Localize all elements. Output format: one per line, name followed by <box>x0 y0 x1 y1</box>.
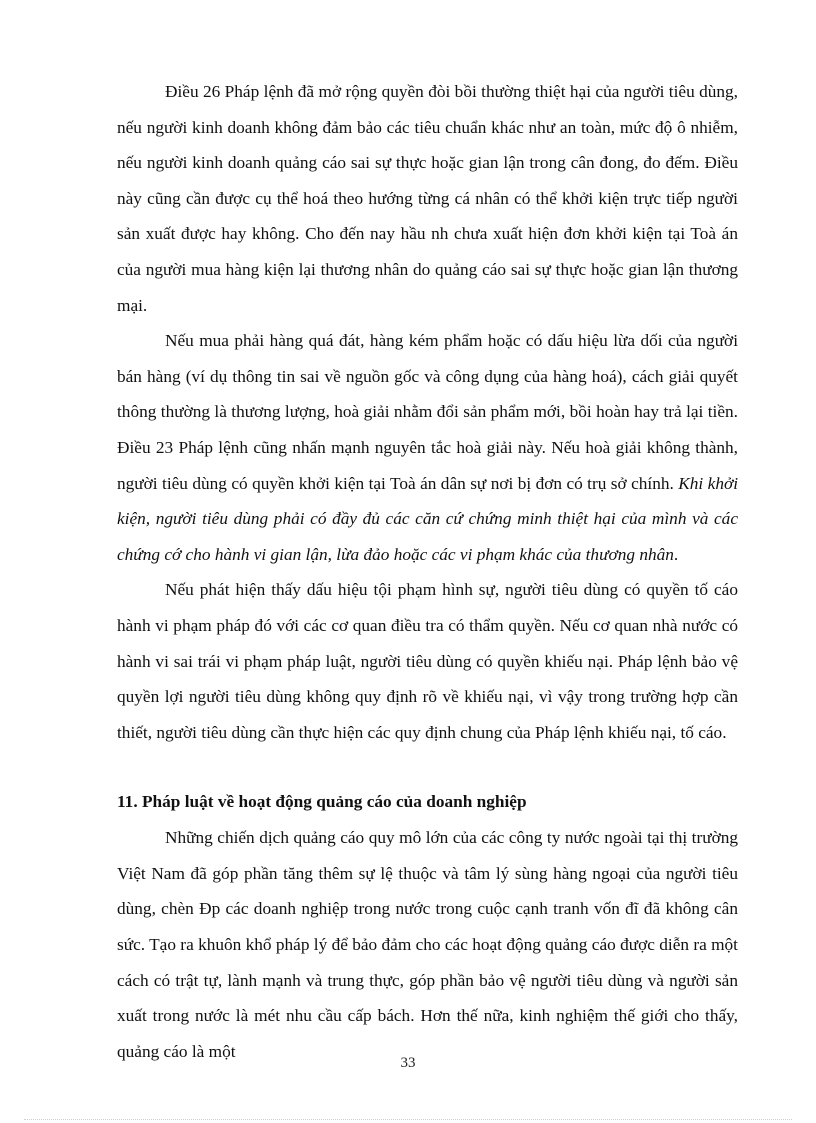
paragraph-advertising: Những chiến dịch quảng cáo quy mô lớn của các công ty nước ngoài tại thị trường Việt Nam đã góp phần tăng thêm sự lệ thuộc và tâm lý sùng hàng ngoại của người tiêu dùng, chèn Đp các doanh nghiệp trong nước trong cuộc cạnh tranh vốn đĩ đã không cân sức. Tạo ra khuôn khổ pháp lý để bảo đảm cho các hoạt động quảng cáo được diễn ra một cách có trật tự, lành mạnh và trung thực, góp phần bảo vệ người tiêu dùng và người sản xuất trong nước là mét nhu cầu cấp bách. Hơn thế nữa, kinh nghiệm thế giới cho thấy, quảng cáo là một <box>117 828 738 1061</box>
paragraph-criminal-complaint: Nếu phát hiện thấy dấu hiệu tội phạm hình sự, người tiêu dùng có quyền tố cáo hành vi phạm pháp đó với các cơ quan điều tra có thẩm quyền. Nếu cơ quan nhà nước có hành vi sai trái vi phạm pháp luật, người tiêu dùng có quyền khiếu nại. Pháp lệnh bảo vệ quyền lợi người tiêu dùng không quy định rõ về khiếu nại, vì vậy trong trường hợp cần thiết, người tiêu dùng cần thực hiện các quy định chung của Pháp lệnh khiếu nại, tố cáo. <box>117 580 738 742</box>
paragraph-mediation <box>117 323 738 572</box>
paragraph-mediation-end: . <box>673 544 679 564</box>
paragraph-mediation-text: Nếu mua phải hàng quá đát, hàng kém phẩm hoặc có dấu hiệu lừa dối của người bán hàng (ví dụ thông tin sai về nguồn gốc và công dụng của hàng hoá), cách giải quyết thông thường là thương lượng, hoà giải nhằm đổi sản phẩm mới, bồi hoàn hay trả lại tiền. Điều 23 Pháp lệnh cũng nhấn mạnh nguyên tắc hoà giải này. Nếu hoà giải không thành, người tiêu dùng có quyền khởi kiện tại Toà án dân sự nơi bị đơn có trụ sở chính. <box>117 331 738 493</box>
section-heading: 11. Pháp luật về hoạt động quảng cáo của doanh nghiệp <box>117 792 527 812</box>
page-bottom-divider <box>24 1119 792 1120</box>
paragraph-consumer-damages: Điều 26 Pháp lệnh đã mở rộng quyền đòi bồi thường thiệt hại của người tiêu dùng, nếu người kinh doanh không đảm bảo các tiêu chuẩn khác như an toàn, mức độ ô nhiễm, nếu người kinh doanh quảng cáo sai sự thực hoặc gian lận trong cân đong, đo đếm. Điều này cũng cần được cụ thể hoá theo hướng từng cá nhân có thể khởi kiện trực tiếp người sản xuất được hay không. Cho đến nay hầu nh chưa xuất hiện đơn khởi kiện tại Toà án của người mua hàng kiện lại thương nhân do quảng cáo sai sự thực hoặc gian lận thương mại. <box>117 82 738 315</box>
page-number: 33 <box>400 1055 416 1071</box>
document-page <box>117 74 738 1069</box>
paragraph-mediation-italic: Khi khởi kiện, người tiêu dùng phải có đầy đủ các căn cứ chứng minh thiệt hại của mình và các chứng cớ cho hành vi gian lận, lừa đảo hoặc các vi phạm khác của thương nhân <box>117 473 738 564</box>
